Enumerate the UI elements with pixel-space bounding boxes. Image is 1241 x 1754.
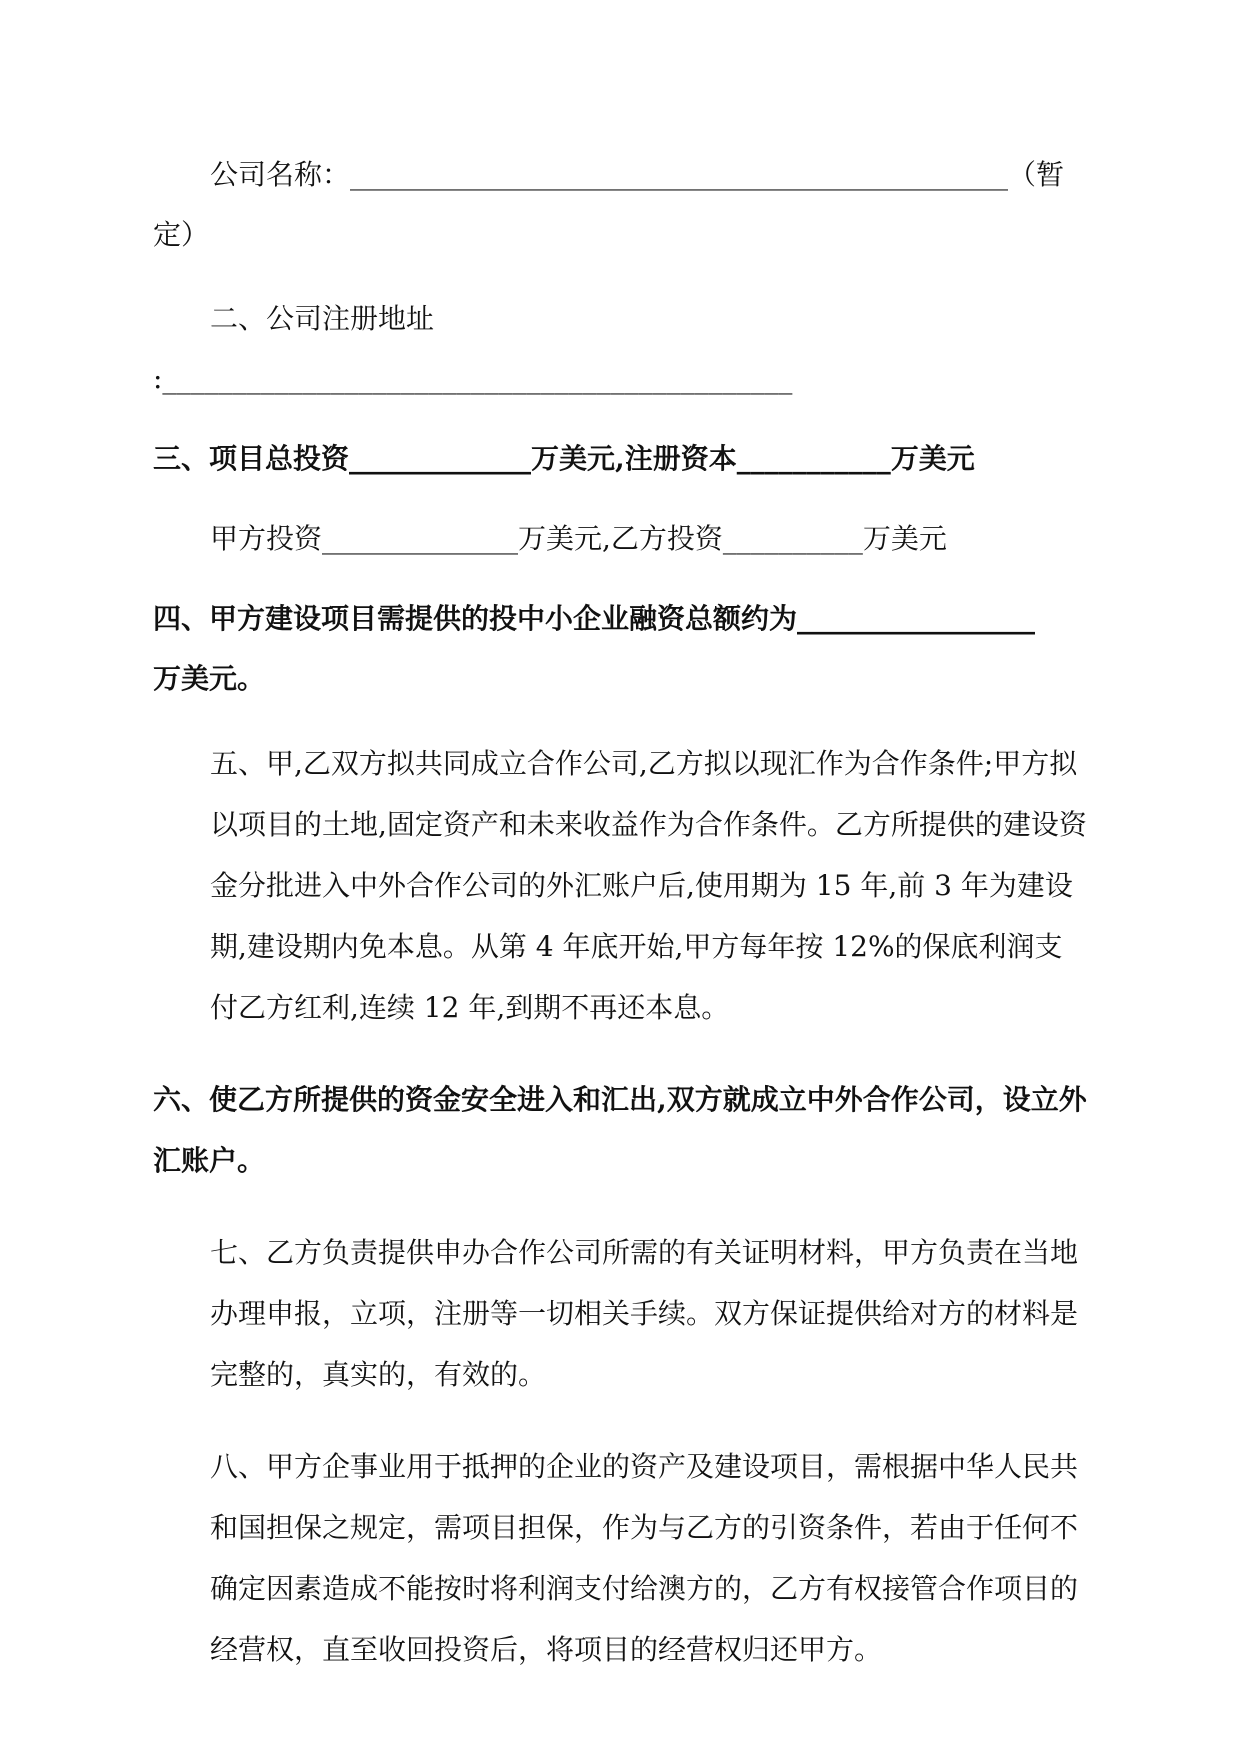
investment-split-line: 甲方投资______________万美元,乙方投资__________万美元 <box>210 522 947 555</box>
spacer <box>153 489 1089 509</box>
spacer <box>153 569 1089 589</box>
financing-line: 四、甲方建设项目需提供的投中小企业融资总额约为_________________ <box>153 602 1036 635</box>
clause-five-paragraph: 五、甲,乙双方拟共同成立合作公司,乙方拟以现汇作为合作条件;甲方拟以项目的土地,固定资产和未来收益作为合作条件。乙方所提供的建设资金分批进入中外合作公司的外汇账户后,使用期为 15 年,前 3 年为建设期,建设期内免本息。从第 4 年底开始,甲方每年按 12%的保底利润支付乙方红利,连续 12 年,到期不再还本息。 <box>210 747 1087 1024</box>
registered-address-blank: :_____________________________________________ <box>153 362 793 395</box>
company-name-line-continued: 定） <box>153 218 210 251</box>
total-investment-line: 三、项目总投资_____________万美元,注册资本___________万美元 <box>153 442 975 475</box>
spacer <box>153 709 1089 733</box>
clause-six-paragraph: 六、使乙方所提供的资金安全进入和汇出,双方就成立中外合作公司，设立外汇账户。 <box>153 1083 1087 1177</box>
company-name-line: 公司名称：_______________________________________________（暂 <box>210 158 1065 191</box>
spacer <box>153 1191 1089 1222</box>
spacer <box>153 265 1089 289</box>
spacer <box>153 409 1089 429</box>
document-body <box>153 145 1089 1680</box>
registered-address-heading: 二、公司注册地址 <box>210 302 435 335</box>
clause-seven-paragraph: 七、乙方负责提供申办合作公司所需的有关证明材料，甲方负责在当地办理申报，立项，注册等一切相关手续。双方保证提供给对方的材料是完整的，真实的，有效的。 <box>210 1236 1079 1391</box>
financing-line-continued: 万美元。 <box>153 662 266 695</box>
spacer <box>153 1405 1089 1436</box>
spacer <box>153 1038 1089 1069</box>
clause-eight-paragraph: 八、甲方企事业用于抵押的企业的资产及建设项目，需根据中华人民共和国担保之规定，需项目担保，作为与乙方的引资条件，若由于任何不确定因素造成不能按时将利润支付给澳方的，乙方有权接管合作项目的经营权，直至收回投资后，将项目的经营权归还甲方。 <box>210 1450 1079 1666</box>
